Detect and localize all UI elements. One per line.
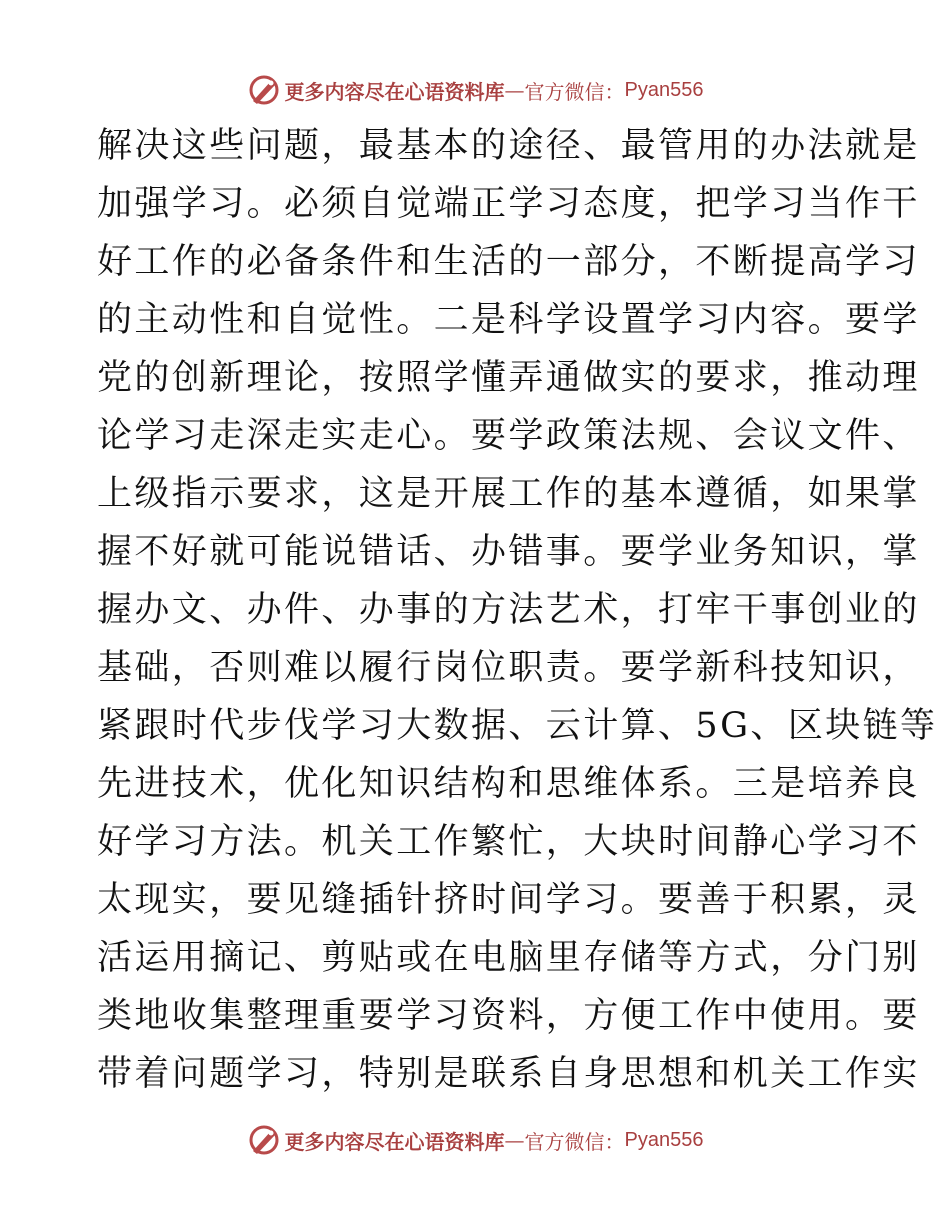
text-line: 基础，否则难以履行岗位职责。要学新科技知识，	[97, 648, 920, 688]
text-line: 论学习走深走实走心。要学政策法规、会议文件、	[97, 416, 920, 456]
banner-dash: —	[504, 1128, 525, 1152]
text-line: 好工作的必备条件和生活的一部分，不断提高学习	[97, 242, 920, 282]
banner-title: 更多内容尽在心语资料库	[284, 79, 505, 104]
text-line: 的主动性和自觉性。二是科学设置学习内容。要学	[97, 300, 920, 340]
text-line: 上级指示要求，这是开展工作的基本遵循，如果掌	[97, 474, 920, 514]
banner-dash: —	[504, 78, 525, 102]
banner-wechat-label: 官方微信：	[524, 79, 625, 104]
banner-title: 更多内容尽在心语资料库	[284, 1129, 505, 1154]
text-line: 带着问题学习，特别是联系自身思想和机关工作实	[97, 1054, 920, 1094]
text-line: 握办文、办件、办事的方法艺术，打牢干事创业的	[97, 590, 920, 630]
text-line: 好学习方法。机关工作繁忙，大块时间静心学习不	[97, 822, 920, 862]
header-banner	[0, 70, 950, 110]
banner-wechat-id: Pyan556	[624, 78, 704, 101]
pen-logo-icon	[247, 1123, 281, 1157]
banner-wechat-id: Pyan556	[624, 1128, 704, 1151]
document-paragraph	[97, 117, 938, 1103]
text-line: 紧跟时代步伐学习大数据、云计算、5G、区块链等	[97, 706, 938, 746]
text-line: 太现实，要见缝插针挤时间学习。要善于积累，灵	[97, 880, 920, 920]
text-line: 握不好就可能说错话、办错事。要学业务知识，掌	[97, 532, 920, 572]
text-line: 活运用摘记、剪贴或在电脑里存储等方式，分门别	[97, 938, 920, 978]
banner-wechat-label: 官方微信：	[524, 1129, 625, 1154]
footer-banner	[0, 1120, 950, 1160]
text-line: 解决这些问题，最基本的途径、最管用的办法就是	[97, 126, 920, 166]
text-line: 党的创新理论，按照学懂弄通做实的要求，推动理	[97, 358, 920, 398]
pen-logo-icon	[247, 73, 281, 107]
text-line: 加强学习。必须自觉端正学习态度，把学习当作干	[97, 184, 920, 224]
text-line: 类地收集整理重要学习资料，方便工作中使用。要	[97, 996, 920, 1036]
text-line: 先进技术，优化知识结构和思维体系。三是培养良	[97, 764, 920, 804]
